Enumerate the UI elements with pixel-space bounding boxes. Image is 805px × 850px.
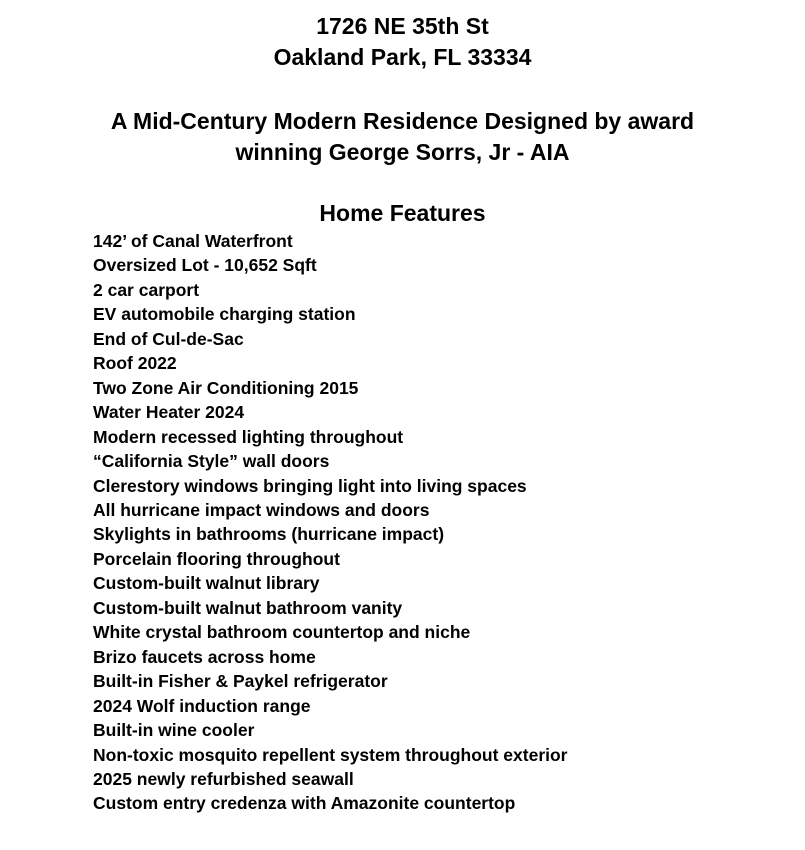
feature-item: Built-in Fisher & Paykel refrigerator [93, 671, 388, 692]
feature-item: Modern recessed lighting throughout [93, 426, 404, 447]
feature-item: White crystal bathroom countertop and niche [93, 622, 471, 643]
feature-item: Built-in wine cooler [93, 720, 255, 741]
headline-line-2: winning George Sorrs, Jr - AIA [235, 139, 570, 165]
address-city-line: Oakland Park, FL 33334 [273, 44, 532, 70]
feature-item: Two Zone Air Conditioning 2015 [93, 377, 359, 398]
feature-item: Oversized Lot - 10,652 Sqft [93, 255, 317, 276]
feature-item: Porcelain flooring throughout [93, 548, 340, 569]
feature-item: 2025 newly refurbished seawall [93, 768, 354, 789]
headline-line-1: A Mid-Century Modern Residence Designed by award [110, 108, 695, 134]
feature-item: All hurricane impact windows and doors [93, 499, 430, 520]
feature-item: Non-toxic mosquito repellent system throughout exterior [93, 744, 568, 765]
feature-item: Custom-built walnut library [93, 573, 320, 594]
features-heading: Home Features [319, 200, 486, 226]
feature-item: Water Heater 2024 [93, 402, 245, 423]
feature-item: Brizo faucets across home [93, 646, 316, 667]
feature-item: Roof 2022 [93, 353, 177, 374]
property-address [0, 11, 805, 73]
feature-item: Skylights in bathrooms (hurricane impact) [93, 524, 445, 545]
property-headline [0, 106, 805, 168]
feature-item: Custom-built walnut bathroom vanity [93, 597, 403, 618]
feature-item: 2 car carport [93, 279, 200, 300]
features-list [93, 229, 568, 816]
feature-item: Clerestory windows bringing light into living spaces [93, 475, 527, 496]
address-street: 1726 NE 35th St [316, 13, 489, 39]
feature-item: End of Cul-de-Sac [93, 328, 244, 349]
feature-item: 2024 Wolf induction range [93, 695, 311, 716]
feature-item: “California Style” wall doors [93, 451, 330, 472]
feature-item: 142’ of Canal Waterfront [93, 231, 293, 251]
feature-item: EV automobile charging station [93, 304, 356, 325]
feature-item: Custom entry credenza with Amazonite countertop [93, 793, 516, 814]
